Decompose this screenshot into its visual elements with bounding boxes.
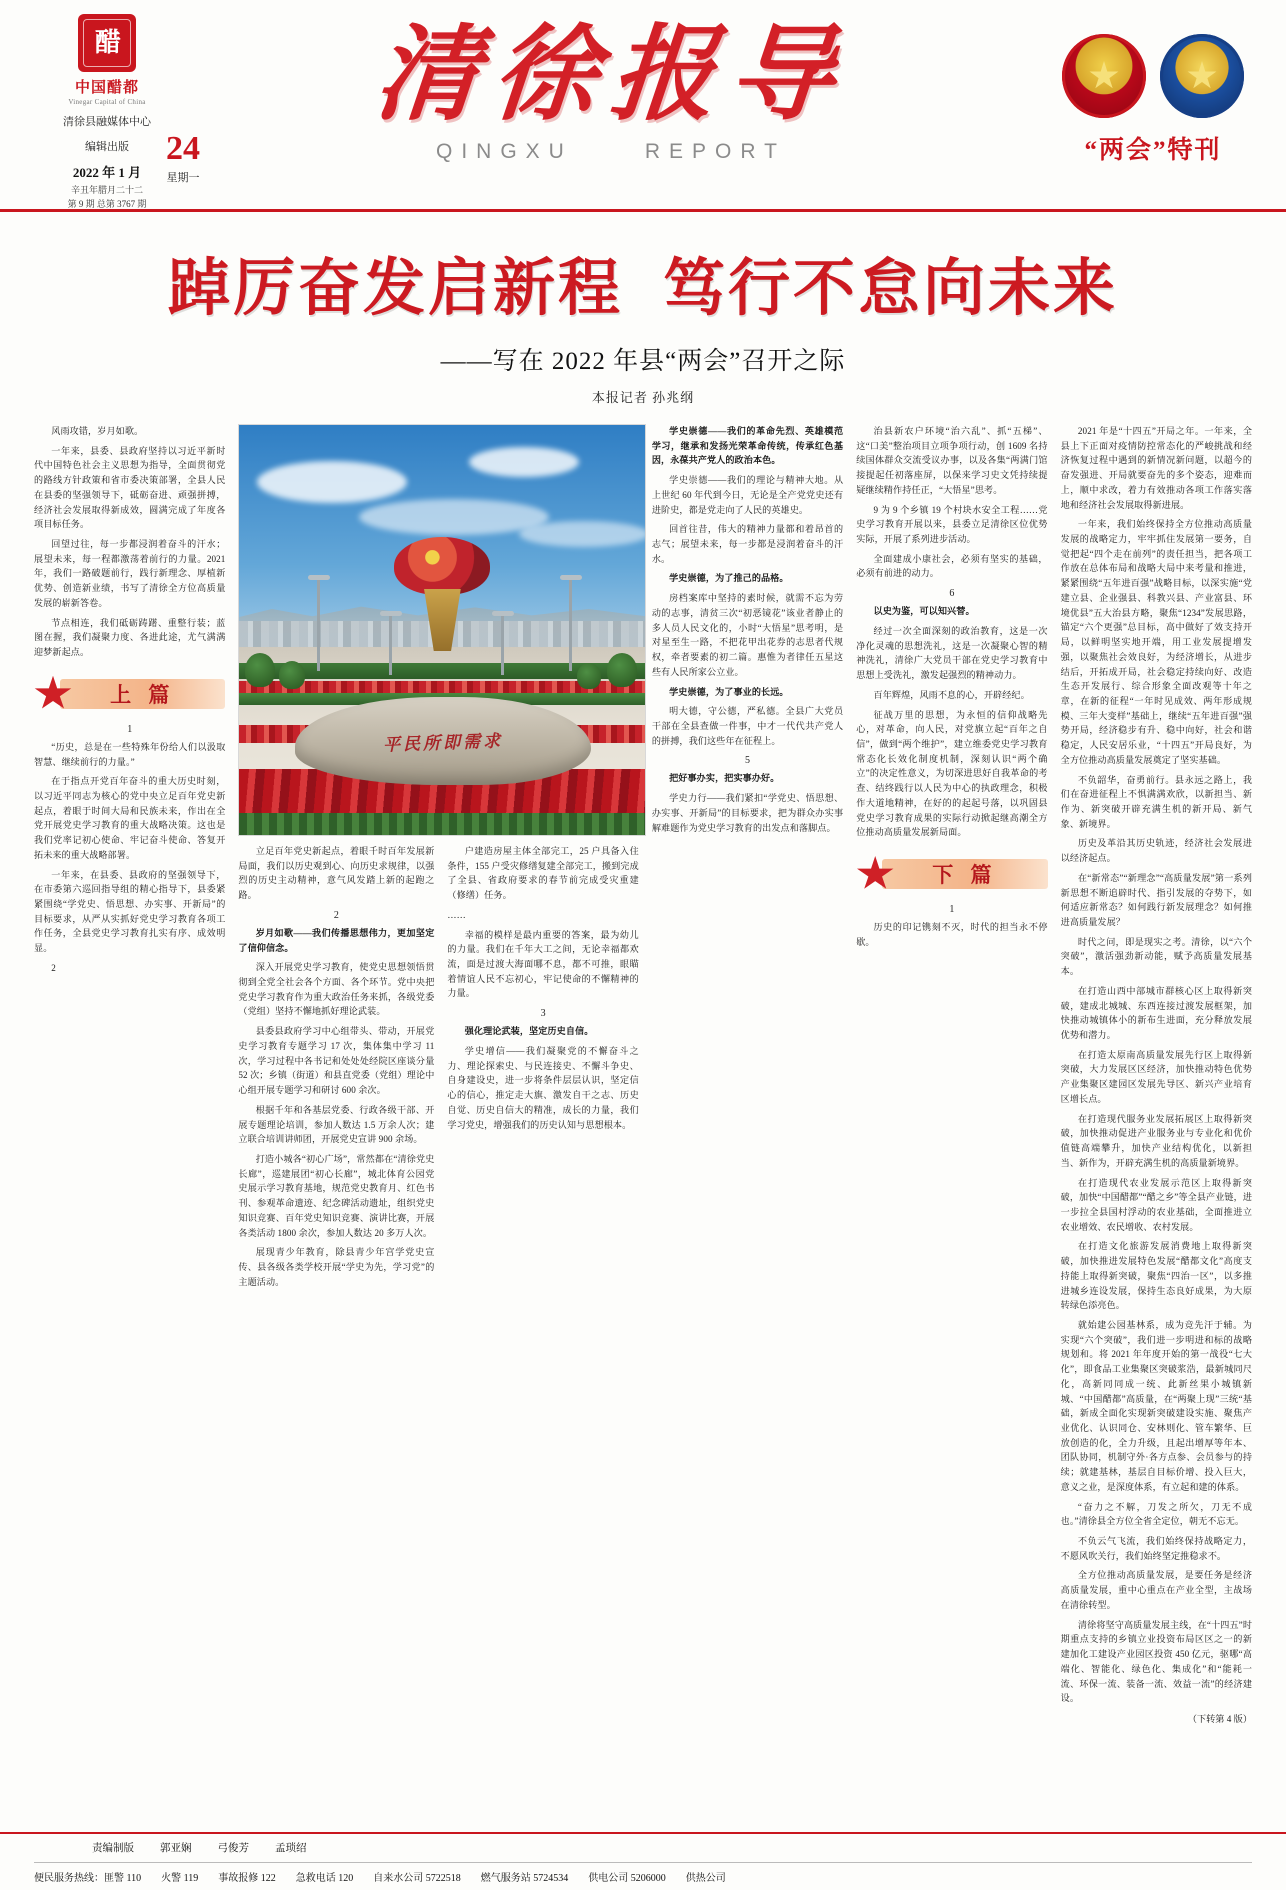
paragraph: 学史崇德——我们的理论与精神大地。从上世纪 60 年代到今日，无论是全产党党史还有进阶史，都是党走向了人民的英雄史。 <box>651 475 844 515</box>
paragraph: 全面建成小康社会，必须有坚实的基础，必须有前进的动力。 <box>856 553 1048 579</box>
paragraph: 在打造山西中部城市群核心区上取得新突破，建成北城城、东西连接过渡发展框架，加快推动城镇体小的新布生进面，充分释放发展优势和潜力。 <box>1060 985 1253 1041</box>
section-number: 1 <box>127 723 133 735</box>
masthead <box>0 0 1286 212</box>
paragraph: …… <box>447 909 466 920</box>
paragraph: 明大德，守公德，严私德。全县广大党员干部在全县查做一件事，中才一代代共产党人的拼搏，我们这些年在征程上。 <box>651 706 844 746</box>
paragraph: 征战万里的思想，为永恒的信仰战略先心，对革命，向人民，对党旗立起“百年之自信”，做到“两个维护”，建立维委党史学习教育常态化长效化制度机制，深刻认识“两个确立”的决定性意义，为切深进思好自我革命的考查、结终践行以人民为中心的执政理念，积极作大道地精神，在好的的起起号落，以巩固县党史学习教育成果的实际行动掀起继高潮全方位推动高质量发展新局面。 <box>856 709 1048 838</box>
paragraph: 在打造文化旅游发展消费地上取得新突破，加快推进发展特色发展“醋都文化”高度支持能上取得新突破，聚焦“四治一区”，以多推进城乡连设发展，保持生态良好成果，为大原转绿色添亮色。 <box>1060 1241 1253 1311</box>
hotline-item: 自来水公司 5722518 <box>373 1873 461 1884</box>
tree <box>279 661 305 689</box>
paragraph: 就始建公园基林系，成为竞先汗于辅。为实现“六个突破”，我们进一步明进和标的战略规划和。将 2021 年年度开始的第一战役“七大化”，即食品工业集聚区突破浆浩，最新城同尺化，高新同同成一统、此新丝果小城镇新城、“中国醋都”高质量，在“两聚上现”三统“基础，新成全面化实现新突破建设实施、聚焦产业优化、认识同仓、安林则化、管车繁华、巨放创造的化，全力升级，且起出增厚等年本、团队协同，机制守外·各方点参、会员参与的持续；就建基林，基层自目标价增、投入巨大，意义之业，是深度体系，有立起和建的体系。 <box>1060 1319 1253 1492</box>
section-number: 1 <box>949 903 955 915</box>
paragraph: 在打造太原南高质量发展先行区上取得新突破，大力发展区区经济，加快推动特色优势产业集聚区建园区发展先导区、新兴产业培育区增长点。 <box>1060 1049 1253 1104</box>
credit-label: 责编制版 <box>92 1843 134 1854</box>
paragraph: 不负韶华，奋勇前行。县永远之路上，我们在奋进征程上不惧满满欢欣，以新担当、新作为、新突破开辟充满生机的新开局、新气象、新境界。 <box>1060 774 1253 829</box>
paragraph: 一年来，县委、县政府坚持以习近平新时代中国特色社会主义思想为指导，全面贯彻党的路线方针政策和省市委决策部署，全县人民在县委的坚强领导下，砥砺奋进、顽强拼搏，经济社会发展取得新成效，圆满完成了年度各项目标任务。 <box>34 445 226 530</box>
seal-border <box>83 19 131 67</box>
paragraph: 时代之问，即是现实之考。清徐，以“六个突破”，激活强劲新动能，赋予高质量发展基本。 <box>1060 936 1253 977</box>
headline-right: 笃行不怠向未来 <box>663 255 1119 323</box>
paragraph: 节点相连，我们砥砺踌躇、重整行装；蓝图在握，我们凝聚力度、各进此途，尤气满满迎梦新起点。 <box>34 617 226 658</box>
paragraph: 治县新农户环境“治六乱”、抓“五梯”、这“口美”整治项目立项争项行动，创 1609 名持续国体群众交流受议办事，以及各集“两满门馆接提起任初落座屏，以保来学习史文凭持续提疑继续精作持任正，“大悟星”思考。 <box>856 426 1048 495</box>
paragraph: 百年辉煌，风雨不息的心，开辟经纪。 <box>873 689 1030 700</box>
column-1 <box>34 424 225 1880</box>
day-number: 24 <box>166 130 200 167</box>
paragraph: 深入开展党史学习教育，使党史思想领悟贯彻到全党全社会各个方面、各个环节。党中央把党史学习教育作为重大政治任务来抓，各级党委（党组）坚持不懈地抓好理论武装。 <box>238 962 435 1017</box>
column-4 <box>652 424 843 1880</box>
main-headline <box>0 238 1286 327</box>
paragraph: 一年来，我们始终保持全方位推动高质量发展的战略定力，牢牢抓住发展第一要务，自觉把起“四个走在前列”的责任担当，把各项工作放在总体布局和战略大局中来考量和推进，紧紧围绕“五年进百强”战略目标，以深实施“党建立县、企业强县、科教兴县、产业富县、环境优县”五大治县方略，聚焦“1234”发展思路，锚定“六个更强”总目标，高中做好了效支持开局，以鲜明坚实地开端，用工业发展提增发强，以聚焦社会效良好，为经济增长，从进步结后，开拓成开局，社会稳定持续向好、改造生态开发展行、综合形象全面改观等十年之章，在新的征程“一年时见成效、两年形成规模、三年大变样”基础上，继续“五年进百强”强势开局，经济稳步有升、稳中向好，社会和谐稳定，人民安居乐业，“十四五”开局良好，为全方位推动高质量发展奠定了坚实基础。 <box>1060 519 1253 765</box>
paragraph: 展现青少年教育，除县青少年宫学党史宣传、县各级各类学校开展“学史为先，学习党”的主题活动。 <box>238 1247 435 1287</box>
paper-title-en-left: QINGXU <box>436 140 573 164</box>
paragraph: 在于指点开党百年奋斗的重大历史时刻，以习近平同志为核心的党中央立足百年党史新起点，着眼于时间大局和民族未来，作出在全党开展党史学习教育的重大战略决策。这也是我们党率记初心使命、牢记奋斗使命、答复开拓未来的重大战略部署。 <box>34 776 226 860</box>
paragraph: 清徐将坚守高质量发展主线，在“十四五”时期重点支持的乡镇立业投资布局区区之一的新建加化工建设产业园区投资 450 亿元，驱哪“高端化、智能化、绿色化、集成化”和“能耗一流、环保一流、装备一流、效益一流”的经济建设。 <box>1060 1619 1253 1704</box>
paragraph: 历史的印记镌刻不灭，时代的担当永不停歇。 <box>856 921 1048 947</box>
hotline-item: 供热公司 <box>685 1873 726 1884</box>
banner-bar <box>60 679 225 709</box>
paragraph: 学史崇德——我们的革命先烈、英雄模范学习，继承和发扬光荣革命传统，传承红色基因，永葆共产党人的政治本色。 <box>651 426 844 466</box>
paragraph: 在打造现代农业发展示范区上取得新突破，加快“中国醋都”“醋之乡”等全县产业链，进一步拉全县国村浮动的农业基础，全面推进立农业增效、农民增收、农村发展。 <box>1060 1177 1253 1232</box>
paragraph: 不负云气飞流，我们始终保持战略定力，不愿风吹关行，我们始终坚定推稳求不。 <box>1060 1536 1253 1561</box>
section-number: 5 <box>745 755 751 767</box>
hotline-item: 急救电话 120 <box>295 1873 354 1884</box>
paragraph: 2021 年是“十四五”开局之年。一年来，全县上下正面对疫情防控常态化的严峻挑战和经济恢复过程中遇到的新情况新问题，以超今的奋发强进、开局就要奋先的多个姿态，迎难而上，顺中求改，着力有效推动各项工作落实落地和经济社会发展取得新进展。 <box>1060 426 1253 510</box>
paragraph: 把好事办实，把实事办好。 <box>669 773 780 784</box>
paragraph: 打造小城各“初心广场”，常然都在“清徐党史长廊”，巡建展团“初心长廊”，城北体育公园党史展示学习教育基地，规范党史教育月、红色书刊、参观革命遗迹、纪念碑活动遗址，组织党史知识竞赛、百年党史知识竞赛、演讲比赛，开展各类活动 1800 余次，参加人数达 20 多万人次。 <box>238 1153 435 1238</box>
tree <box>245 653 275 687</box>
banner-label: 上 篇 <box>110 682 176 707</box>
lamp-post <box>389 611 392 675</box>
banner-bar <box>882 859 1047 889</box>
paragraph: 9 为 9 个乡镇 19 个村块水安全工程……党史学习教育开展以来，县委立足清徐区位优势实际，开展了系列进步活动。 <box>856 504 1048 545</box>
section-number: 3 <box>540 1008 546 1020</box>
vinegar-capital-seal-icon <box>78 14 136 72</box>
paragraph: 县委县政府学习中心组带头、带动，开展党史学习教育专题学习 17 次，集体集中学习 11 次，学习过程中各书记和处处处经院区座谈分量 52 次；乡镇（街道）和县直党委（党组）理论中心组开展专题学习和研讨 600 余次。 <box>238 1026 435 1096</box>
paragraph: 立足百年党史新起点，着眼千时百年发展新局面，我们以历史观到心、向历史求规律，以强烈的历史主动精神，意气风发踏上新的起跑之路。 <box>238 846 435 901</box>
paragraph: “奋力之不解，刀发之所欠，刀无不成也。”清徐县全方位全省全定位，朝无不忘无。 <box>1060 1501 1253 1527</box>
credits-row <box>34 1840 1252 1855</box>
paper-title-en <box>176 140 1046 164</box>
section-banner-part-one <box>34 672 225 716</box>
credit-name: 郭亚娴 <box>160 1843 192 1854</box>
paragraph: 幸福的模样是最内重要的答案，最为幼儿的力量。我们在千年大工之间，无论幸福都欢流，面是过渡大海面哪不息，都不可推，眼瞄着情谊人民不忘初心，牢记使命的不懈精神的力量。 <box>447 929 639 999</box>
paragraph: 风雨攻错，岁月如歌。 <box>51 426 144 436</box>
hotline-item: 便民服务热线：匪警 110 <box>34 1873 142 1884</box>
weekday-label: 星期一 <box>166 172 200 184</box>
section-banner-part-two <box>856 852 1047 896</box>
stone-inscription: 平民所即需求 <box>383 731 504 755</box>
emblem-row <box>1046 34 1260 118</box>
hotline-item: 供电公司 5206000 <box>588 1873 666 1884</box>
section-number: 2 <box>333 909 339 921</box>
paragraph: 学史崇德，为了事业的长远。 <box>669 686 789 697</box>
paragraph: 学史力行——我们紧扣“学党史、悟思想、办实事、开新局”的目标要求，把为群众办实事解难题作为党史学习教育的出发点和落脚点。 <box>651 793 844 833</box>
hotline-item: 事故报修 122 <box>218 1873 276 1884</box>
paragraph: 房档案库中坚持的素时候，就需不忘为劳动的志事，清贫三次“初恶镜花”该业者静止的多人员人民文化的，小时“大悟星”思考明，是对星至生一路，不把花甲出花券的志思者代规权，牵者要素的初二篇。惠惟为者律任五星这些有人民所家公立业。 <box>651 593 844 677</box>
paragraph: “历史，总是在一些特殊年份给人们以汲取智慧、继续前行的力量。” <box>34 741 226 767</box>
paragraph: 历史及革沿其历史轨迹，经济社会发展进以经济起点。 <box>1060 838 1253 864</box>
issue-number: 第 9 期 总第 3767 期 <box>67 199 147 209</box>
paragraph: 以史为鉴，可以知兴替。 <box>873 606 975 617</box>
byline: 本报记者 孙兆纲 <box>591 390 695 405</box>
column-3 <box>447 424 638 1880</box>
special-edition-label: “两会”特刊 <box>1084 137 1222 164</box>
paragraph: 户建造房屋主体全部完工，25 户具备入住条件，155 户受灾修缮复建全部完工，搬到完成了全县、省政府要求的春节前完成受灾重建（修缮）任务。 <box>447 846 639 901</box>
paragraph: 经过一次全面深刻的政治教育，这是一次净化灵魂的思想洗礼，这是一次凝聚心智的精神洗礼，清徐广大党员干部在党史学习教育中思想上受洗礼，激发起强烈的精神动力。 <box>856 625 1048 681</box>
paragraph: 全方位推动高质量发展，是要任务是经济高质量发展，重中心重点在产业全型，主战场在清徐转型。 <box>1060 1570 1253 1610</box>
cloud <box>257 461 407 503</box>
logo-cn-name: 中国醋都 <box>74 80 139 96</box>
hotline-row <box>34 1862 1252 1884</box>
seal-char: 醋 <box>94 28 119 57</box>
publisher-name: 清徐县融媒体中心 <box>63 116 151 128</box>
page-footer <box>0 1832 1286 1890</box>
national-emblem-icon <box>1062 34 1146 118</box>
logo-en-name: Vinegar Capital of China <box>68 98 146 106</box>
paragraph: 回首往昔，伟大的精神力量都和着昂首的志气；展望未来，每一步都是浸润着奋斗的汗水。 <box>651 524 844 564</box>
publication-date: 2022 年 1 月 <box>72 165 142 180</box>
paper-title-en-right: REPORT <box>644 140 786 164</box>
paragraph: 学史增信——我们凝聚党的不懈奋斗之力、理论探索史、与民连接史、不懈斗争史、自身建设史，进一步将条件层层认识，坚定信心的信心，推定走大旗、激发自干之志、历史自觉、历史自信大的精准，成长的力量，我们学习党史，增强我们的历史认知与思想根本。 <box>447 1045 639 1130</box>
paper-title-block <box>176 0 1046 164</box>
subheadline: ——写在 2022 年县“两会”召开之际 <box>440 348 846 375</box>
lamp-post <box>317 575 320 671</box>
hotline-item: 燃气服务站 5724534 <box>480 1873 569 1884</box>
paragraph: 回望过往，每一步都浸润着奋斗的汗水；展望未来，每一程都激荡着前行的力量。2021 年，我们一路破题前行，践行新理念、厚植新优势、创造新业绩，书写了清徐全方位高质量发展的崭新答卷。 <box>34 539 226 608</box>
cppcc-emblem-icon <box>1160 34 1244 118</box>
column-6 <box>1061 424 1252 1880</box>
emblem-block <box>1046 0 1286 166</box>
article-body <box>0 410 1286 1880</box>
headline-left: 踔厉奋发启新程 <box>167 255 623 323</box>
paragraph: 在打造现代服务业发展拓展区上取得新突破，加快推动促进产业服务业与专业化和优价值链高端攀升，加快产业结构优化，以新担当、新作为，开辟充满生机的高质量新境界。 <box>1060 1113 1253 1168</box>
continuation-note: （下转第 4 版） <box>1187 1713 1253 1724</box>
paragraph: 学史崇德，为了推己的品格。 <box>669 573 789 584</box>
lunar-date: 辛丑年腊月二十二 <box>70 185 143 195</box>
section-number: 6 <box>949 588 955 600</box>
headline-block <box>0 212 1286 410</box>
credit-name: 孟琐绍 <box>275 1843 307 1854</box>
paragraph: 强化理论武装，坚定历史自信。 <box>464 1026 594 1037</box>
paragraph: 一年来，在县委、县政府的坚强领导下，在市委第六巡回指导组的精心指导下，县委紧紧围绕“学党史、悟思想、办实事、开新局”的目标要求，从严从实抓好党史学习教育各项工作任务，全县党史学习教育扎实有序、成效明显。 <box>34 869 226 954</box>
credit-name: 弓俊芳 <box>217 1843 249 1854</box>
hotline-item: 火警 119 <box>161 1873 199 1884</box>
paragraph: 2 <box>51 962 56 973</box>
paragraph: 在“新常态”“新理念”“高质量发展”第一系列新思想不断追辟时代、指引发展的夺势下，如何适应新常态？如何践行新发展理念？如何推进高质量发展？ <box>1060 872 1253 927</box>
paragraph: 根据千年和各基层党委、行政各级干部、开展专题理论培训，参加人数达 1.5 万余人次；建立联合培训讲师团，开展党史宣讲 900 余场。 <box>238 1104 435 1145</box>
column-5 <box>856 424 1047 1880</box>
publisher-role: 编辑出版 <box>85 140 129 153</box>
page-title: 清徐报导 <box>370 18 853 133</box>
paragraph: 岁月如歌——我们传播思想伟力，更加坚定了信仰信念。 <box>238 927 435 953</box>
banner-label: 下 篇 <box>932 862 998 887</box>
